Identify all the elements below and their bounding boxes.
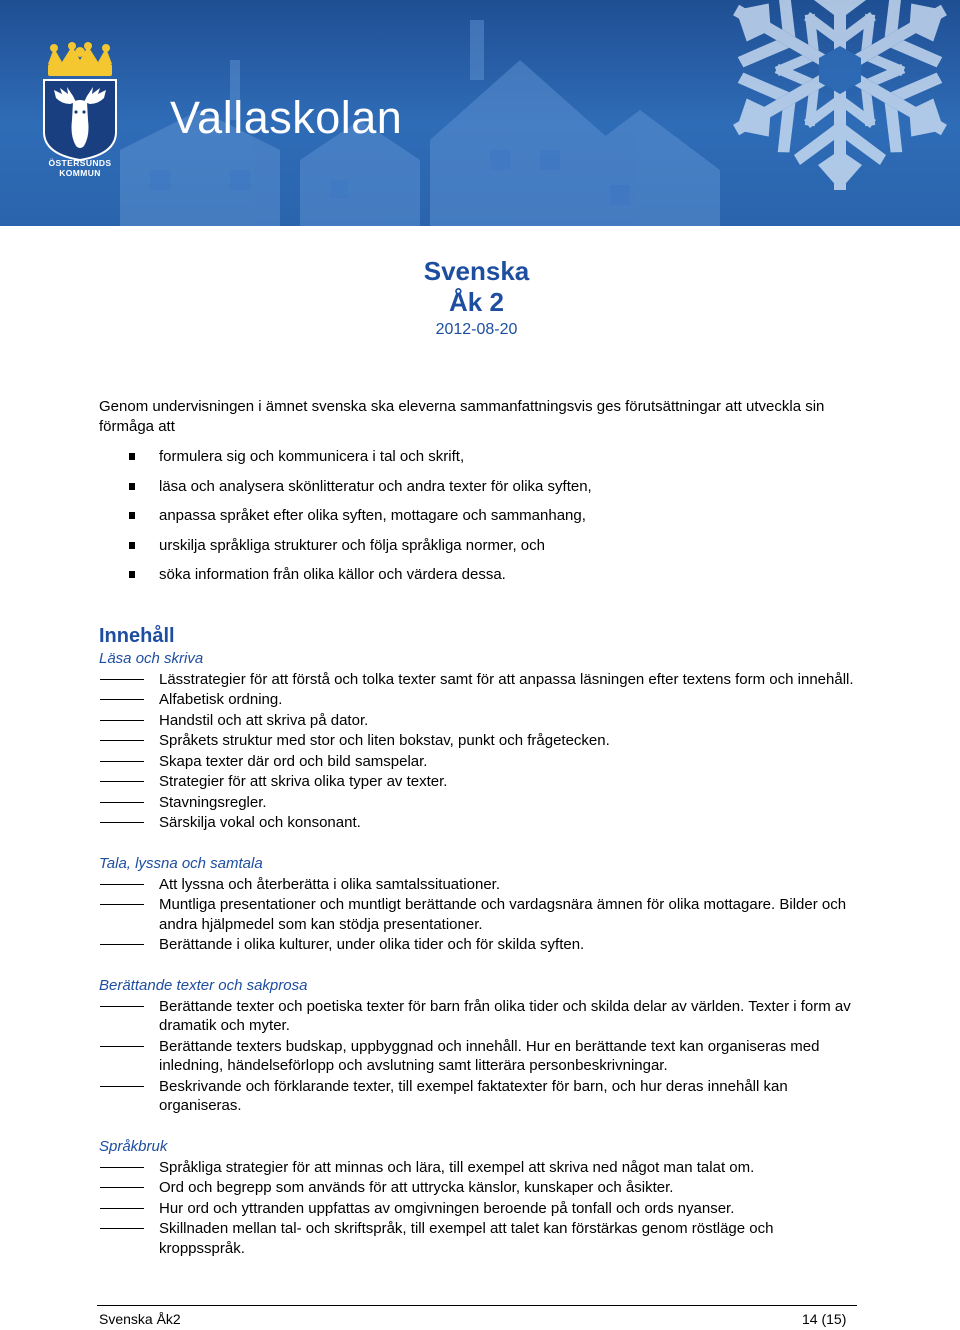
list-item: Lässtrategier för att förstå och tolka texter samt för att anpassa läsningen efter textens form och innehåll. bbox=[99, 670, 859, 690]
document-body bbox=[99, 397, 859, 1259]
dash-bullet-icon bbox=[100, 884, 144, 885]
list-item: Strategier för att skriva olika typer av texter. bbox=[99, 772, 859, 792]
list-item: Berättande texter och poetiska texter för barn från olika tider och skilda delar av världen. Texter i form av dramatik och myter. bbox=[99, 997, 859, 1036]
dash-bullet-icon bbox=[100, 802, 144, 803]
dash-bullet-icon bbox=[100, 699, 144, 700]
list-item: Ord och begrepp som används för att uttrycka känslor, kunskaper och åsikter. bbox=[99, 1178, 859, 1198]
list-item: söka information från olika källor och värdera dessa. bbox=[99, 565, 859, 595]
goals-list bbox=[99, 447, 859, 595]
square-bullet-icon bbox=[129, 512, 135, 519]
list-item: urskilja språkliga strukturer och följa språkliga normer, och bbox=[99, 536, 859, 566]
section-title: Tala, lyssna och samtala bbox=[99, 854, 263, 872]
dash-bullet-icon bbox=[100, 944, 144, 945]
list-item: Språkliga strategier för att minnas och lära, till exempel att skriva ned något man talat om. bbox=[99, 1158, 859, 1178]
list-item: Hur ord och yttranden uppfattas av omgivningen beroende på tonfall och ords nyanser. bbox=[99, 1199, 859, 1219]
dash-bullet-icon bbox=[100, 1208, 144, 1209]
list-item: läsa och analysera skönlitteratur och andra texter för olika syften, bbox=[99, 477, 859, 507]
header-banner bbox=[0, 0, 960, 226]
dash-bullet-icon bbox=[100, 740, 144, 741]
section-title: Berättande texter och sakprosa bbox=[99, 976, 308, 994]
footer-document-name: Svenska Åk2 bbox=[99, 1311, 181, 1327]
section-list bbox=[99, 670, 859, 833]
square-bullet-icon bbox=[129, 571, 135, 578]
list-item: Alfabetisk ordning. bbox=[99, 690, 859, 710]
dash-bullet-icon bbox=[100, 679, 144, 680]
dash-bullet-icon bbox=[100, 1228, 144, 1229]
document-date: 2012-08-20 bbox=[435, 321, 518, 338]
subject-title: Svenska bbox=[423, 256, 530, 286]
list-item: Att lyssna och återberätta i olika samtalssituationer. bbox=[99, 875, 859, 895]
footer-page-number: 14 (15) bbox=[802, 1311, 847, 1327]
square-bullet-icon bbox=[129, 483, 135, 490]
section-list bbox=[99, 1158, 859, 1259]
dash-bullet-icon bbox=[100, 761, 144, 762]
dash-bullet-icon bbox=[100, 1167, 144, 1168]
section-title: Läsa och skriva bbox=[99, 649, 204, 667]
dash-bullet-icon bbox=[100, 822, 144, 823]
dash-bullet-icon bbox=[100, 1006, 144, 1007]
list-item: Särskilja vokal och konsonant. bbox=[99, 813, 859, 833]
content-title: Innehåll bbox=[99, 624, 175, 647]
document-heading bbox=[0, 256, 953, 341]
square-bullet-icon bbox=[129, 542, 135, 549]
list-item: Stavningsregler. bbox=[99, 793, 859, 813]
grade-title: Åk 2 bbox=[449, 287, 504, 317]
list-item: Skapa texter där ord och bild samspelar. bbox=[99, 752, 859, 772]
square-bullet-icon bbox=[129, 453, 135, 460]
logo-text-line1: ÖSTERSUNDS bbox=[48, 158, 112, 168]
list-item: Muntliga presentationer och muntligt berättande och vardagsnära ämnen för olika mottagare. Bilder och andra hjälpmedel som kan stödja presentationer. bbox=[99, 895, 859, 934]
dash-bullet-icon bbox=[100, 904, 144, 905]
snowflake-pattern-decoration bbox=[0, 0, 960, 226]
list-item: Språkets struktur med stor och liten bokstav, punkt och frågetecken. bbox=[99, 731, 859, 751]
intro-paragraph: Genom undervisningen i ämnet svenska ska eleverna sammanfattningsvis ges förutsättningar att utveckla sin förmåga att bbox=[99, 398, 825, 435]
list-item: Berättande i olika kulturer, under olika tider och för skilda syften. bbox=[99, 935, 859, 955]
logo-text-line2: KOMMUN bbox=[59, 168, 101, 178]
dash-bullet-icon bbox=[100, 720, 144, 721]
list-item: formulera sig och kommunicera i tal och skrift, bbox=[99, 447, 859, 477]
dash-bullet-icon bbox=[100, 781, 144, 782]
list-item: Skillnaden mellan tal- och skriftspråk, till exempel att talet kan förstärkas genom röstläge och kroppsspråk. bbox=[99, 1219, 859, 1258]
footer-divider bbox=[97, 1305, 857, 1306]
list-item: Handstil och att skriva på dator. bbox=[99, 711, 859, 731]
section-list bbox=[99, 875, 859, 955]
dash-bullet-icon bbox=[100, 1086, 144, 1087]
logo-text bbox=[40, 158, 120, 178]
school-name: Vallaskolan bbox=[170, 92, 403, 143]
list-item: Beskrivande och förklarande texter, till exempel faktatexter för barn, och hur deras innehåll kan organiseras. bbox=[99, 1077, 859, 1116]
dash-bullet-icon bbox=[100, 1187, 144, 1188]
section-title: Språkbruk bbox=[99, 1137, 168, 1155]
list-item: Berättande texters budskap, uppbyggnad och innehåll. Hur en berättande text kan organiseras med inledning, händelseförlopp och avslutning samt litterära personbeskrivningar. bbox=[99, 1037, 859, 1076]
section-list bbox=[99, 997, 859, 1116]
list-item: anpassa språket efter olika syften, mottagare och sammanhang, bbox=[99, 506, 859, 536]
dash-bullet-icon bbox=[100, 1046, 144, 1047]
